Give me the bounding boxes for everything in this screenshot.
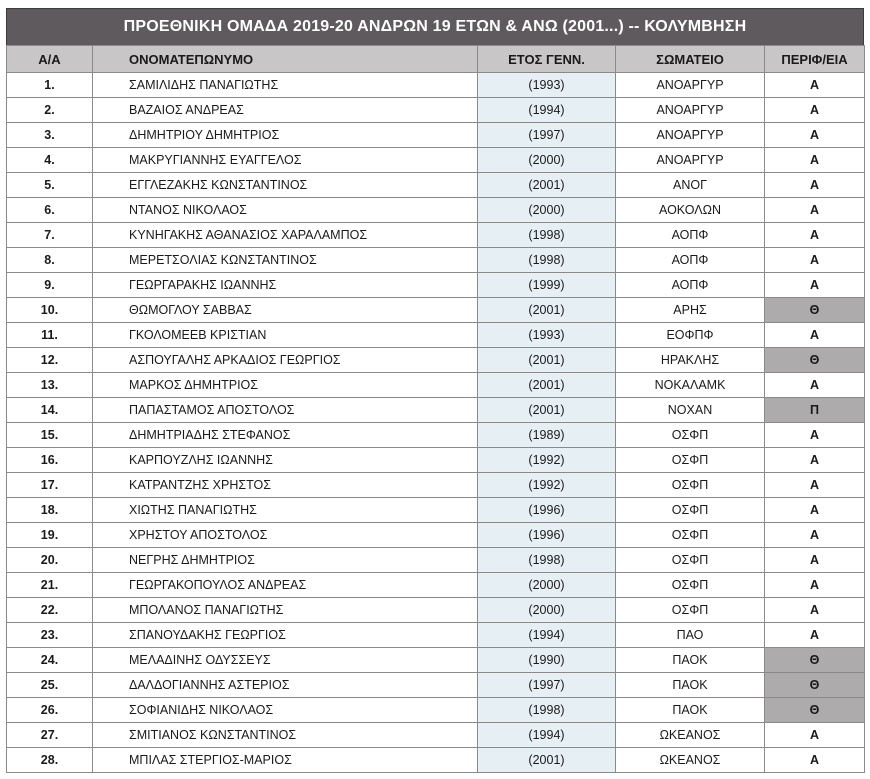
region-code: Θ	[765, 698, 865, 723]
birth-year: (2001)	[478, 373, 616, 398]
birth-year: (1998)	[478, 548, 616, 573]
table-row	[7, 473, 865, 498]
row-number: 27.	[7, 723, 93, 748]
row-number: 17.	[7, 473, 93, 498]
club-name: ΗΡΑΚΛΗΣ	[616, 348, 765, 373]
region-code: Α	[765, 98, 865, 123]
table-row	[7, 123, 865, 148]
club-name: ΟΣΦΠ	[616, 448, 765, 473]
row-number: 13.	[7, 373, 93, 398]
athlete-name: ΔΑΛΔΟΓΙΑΝΝΗΣ ΑΣΤΕΡΙΟΣ	[93, 673, 478, 698]
region-code: Α	[765, 498, 865, 523]
row-number: 12.	[7, 348, 93, 373]
table-row	[7, 373, 865, 398]
club-name: ΑΟΚΟΛΩΝ	[616, 198, 765, 223]
table-row	[7, 248, 865, 273]
roster-document	[6, 8, 864, 773]
athlete-name: ΧΙΩΤΗΣ ΠΑΝΑΓΙΩΤΗΣ	[93, 498, 478, 523]
club-name: ΟΣΦΠ	[616, 548, 765, 573]
region-code: Α	[765, 423, 865, 448]
row-number: 19.	[7, 523, 93, 548]
birth-year: (1994)	[478, 623, 616, 648]
row-number: 23.	[7, 623, 93, 648]
birth-year: (1996)	[478, 498, 616, 523]
table-row	[7, 498, 865, 523]
athlete-name: ΝΕΓΡΗΣ ΔΗΜΗΤΡΙΟΣ	[93, 548, 478, 573]
roster-table	[6, 45, 865, 773]
row-number: 8.	[7, 248, 93, 273]
birth-year: (2001)	[478, 173, 616, 198]
row-number: 6.	[7, 198, 93, 223]
club-name: ΑΝΟΑΡΓΥΡ	[616, 98, 765, 123]
region-code: Α	[765, 373, 865, 398]
region-code: Θ	[765, 673, 865, 698]
athlete-name: ΓΚΟΛΟΜΕΕΒ ΚΡΙΣΤΙΑΝ	[93, 323, 478, 348]
birth-year: (2000)	[478, 598, 616, 623]
table-row	[7, 148, 865, 173]
birth-year: (2001)	[478, 348, 616, 373]
birth-year: (2001)	[478, 748, 616, 773]
birth-year: (1993)	[478, 73, 616, 98]
athlete-name: ΚΥΝΗΓΑΚΗΣ ΑΘΑΝΑΣΙΟΣ ΧΑΡΑΛΑΜΠΟΣ	[93, 223, 478, 248]
row-number: 2.	[7, 98, 93, 123]
athlete-name: ΚΑΤΡΑΝΤΖΗΣ ΧΡΗΣΤΟΣ	[93, 473, 478, 498]
row-number: 4.	[7, 148, 93, 173]
region-code: Α	[765, 248, 865, 273]
row-number: 18.	[7, 498, 93, 523]
birth-year: (1998)	[478, 698, 616, 723]
athlete-name: ΠΑΠΑΣΤΑΜΟΣ ΑΠΟΣΤΟΛΟΣ	[93, 398, 478, 423]
row-number: 14.	[7, 398, 93, 423]
athlete-name: ΓΕΩΡΓΑΡΑΚΗΣ ΙΩΑΝΝΗΣ	[93, 273, 478, 298]
club-name: ΠΑΟΚ	[616, 673, 765, 698]
club-name: ΟΣΦΠ	[616, 573, 765, 598]
birth-year: (1994)	[478, 723, 616, 748]
region-code: Θ	[765, 648, 865, 673]
table-row	[7, 323, 865, 348]
club-name: ΑΟΠΦ	[616, 223, 765, 248]
table-row	[7, 73, 865, 98]
athlete-name: ΔΗΜΗΤΡΙΑΔΗΣ ΣΤΕΦΑΝΟΣ	[93, 423, 478, 448]
table-row	[7, 198, 865, 223]
row-number: 20.	[7, 548, 93, 573]
table-row	[7, 448, 865, 473]
region-code: Π	[765, 398, 865, 423]
table-row	[7, 98, 865, 123]
athlete-name: ΘΩΜΟΓΛΟΥ ΣΑΒΒΑΣ	[93, 298, 478, 323]
athlete-name: ΜΑΚΡΥΓΙΑΝΝΗΣ ΕΥΑΓΓΕΛΟΣ	[93, 148, 478, 173]
row-number: 25.	[7, 673, 93, 698]
birth-year: (1998)	[478, 248, 616, 273]
header-name: ΟΝΟΜΑΤΕΠΩΝΥΜΟ	[93, 46, 478, 73]
roster-body	[7, 73, 865, 773]
club-name: ΑΝΟΑΡΓΥΡ	[616, 73, 765, 98]
athlete-name: ΓΕΩΡΓΑΚΟΠΟΥΛΟΣ ΑΝΔΡΕΑΣ	[93, 573, 478, 598]
birth-year: (1999)	[478, 273, 616, 298]
birth-year: (1997)	[478, 123, 616, 148]
birth-year: (1990)	[478, 648, 616, 673]
row-number: 7.	[7, 223, 93, 248]
club-name: ΩΚΕΑΝΟΣ	[616, 723, 765, 748]
birth-year: (1992)	[478, 448, 616, 473]
club-name: ΑΟΠΦ	[616, 248, 765, 273]
region-code: Α	[765, 123, 865, 148]
table-row	[7, 398, 865, 423]
athlete-name: ΜΕΛΑΔΙΝΗΣ ΟΔΥΣΣΕΥΣ	[93, 648, 478, 673]
region-code: Θ	[765, 348, 865, 373]
athlete-name: ΝΤΑΝΟΣ ΝΙΚΟΛΑΟΣ	[93, 198, 478, 223]
region-code: Α	[765, 198, 865, 223]
row-number: 3.	[7, 123, 93, 148]
birth-year: (1998)	[478, 223, 616, 248]
athlete-name: ΜΠΟΛΑΝΟΣ ΠΑΝΑΓΙΩΤΗΣ	[93, 598, 478, 623]
club-name: ΠΑΟΚ	[616, 648, 765, 673]
birth-year: (1992)	[478, 473, 616, 498]
region-code: Θ	[765, 298, 865, 323]
row-number: 22.	[7, 598, 93, 623]
row-number: 5.	[7, 173, 93, 198]
club-name: ΕΟΦΠΦ	[616, 323, 765, 348]
row-number: 11.	[7, 323, 93, 348]
club-name: ΑΝΟΓ	[616, 173, 765, 198]
table-row	[7, 273, 865, 298]
row-number: 15.	[7, 423, 93, 448]
birth-year: (2000)	[478, 148, 616, 173]
club-name: ΠΑΟ	[616, 623, 765, 648]
region-code: Α	[765, 148, 865, 173]
table-row	[7, 223, 865, 248]
region-code: Α	[765, 223, 865, 248]
region-code: Α	[765, 623, 865, 648]
region-code: Α	[765, 173, 865, 198]
athlete-name: ΜΕΡΕΤΣΟΛΙΑΣ ΚΩΝΣΤΑΝΤΙΝΟΣ	[93, 248, 478, 273]
athlete-name: ΣΑΜΙΛΙΔΗΣ ΠΑΝΑΓΙΩΤΗΣ	[93, 73, 478, 98]
athlete-name: ΚΑΡΠΟΥΖΛΗΣ ΙΩΑΝΝΗΣ	[93, 448, 478, 473]
row-number: 26.	[7, 698, 93, 723]
row-number: 9.	[7, 273, 93, 298]
birth-year: (2000)	[478, 198, 616, 223]
birth-year: (2000)	[478, 573, 616, 598]
row-number: 16.	[7, 448, 93, 473]
table-row	[7, 623, 865, 648]
row-number: 10.	[7, 298, 93, 323]
club-name: ΝΟΚΑΛΑΜΚ	[616, 373, 765, 398]
region-code: Α	[765, 548, 865, 573]
club-name: ΑΡΗΣ	[616, 298, 765, 323]
table-row	[7, 298, 865, 323]
birth-year: (2001)	[478, 398, 616, 423]
athlete-name: ΜΠΙΛΑΣ ΣΤΕΡΓΙΟΣ-ΜΑΡΙΟΣ	[93, 748, 478, 773]
row-number: 21.	[7, 573, 93, 598]
region-code: Α	[765, 598, 865, 623]
header-year: ΕΤΟΣ ΓΕΝΝ.	[478, 46, 616, 73]
region-code: Α	[765, 723, 865, 748]
birth-year: (2001)	[478, 298, 616, 323]
region-code: Α	[765, 523, 865, 548]
table-row	[7, 573, 865, 598]
athlete-name: ΧΡΗΣΤΟΥ ΑΠΟΣΤΟΛΟΣ	[93, 523, 478, 548]
document-title: ΠΡΟΕΘΝΙΚΗ ΟΜΑΔΑ 2019-20 ΑΝΔΡΩΝ 19 ΕΤΩΝ & ΑΝΩ (2001...) -- ΚΟΛΥΜΒΗΣΗ	[6, 8, 864, 45]
region-code: Α	[765, 273, 865, 298]
club-name: ΩΚΕΑΝΟΣ	[616, 748, 765, 773]
athlete-name: ΕΓΓΛΕΖΑΚΗΣ ΚΩΝΣΤΑΝΤΙΝΟΣ	[93, 173, 478, 198]
row-number: 1.	[7, 73, 93, 98]
table-row	[7, 423, 865, 448]
birth-year: (1993)	[478, 323, 616, 348]
table-row	[7, 598, 865, 623]
region-code: Α	[765, 748, 865, 773]
club-name: ΑΟΠΦ	[616, 273, 765, 298]
birth-year: (1996)	[478, 523, 616, 548]
club-name: ΟΣΦΠ	[616, 598, 765, 623]
athlete-name: ΒΑΖΑΙΟΣ ΑΝΔΡΕΑΣ	[93, 98, 478, 123]
table-row	[7, 748, 865, 773]
athlete-name: ΣΟΦΙΑΝΙΔΗΣ ΝΙΚΟΛΑΟΣ	[93, 698, 478, 723]
region-code: Α	[765, 573, 865, 598]
athlete-name: ΣΜΙΤΙΑΝΟΣ ΚΩΝΣΤΑΝΤΙΝΟΣ	[93, 723, 478, 748]
table-row	[7, 698, 865, 723]
club-name: ΟΣΦΠ	[616, 473, 765, 498]
table-row	[7, 723, 865, 748]
athlete-name: ΔΗΜΗΤΡΙΟΥ ΔΗΜΗΤΡΙΟΣ	[93, 123, 478, 148]
region-code: Α	[765, 323, 865, 348]
header-num: Α/Α	[7, 46, 93, 73]
header-region: ΠΕΡΙΦ/ΕΙΑ	[765, 46, 865, 73]
row-number: 28.	[7, 748, 93, 773]
club-name: ΑΝΟΑΡΓΥΡ	[616, 148, 765, 173]
club-name: ΟΣΦΠ	[616, 523, 765, 548]
club-name: ΠΑΟΚ	[616, 698, 765, 723]
club-name: ΝΟΧΑΝ	[616, 398, 765, 423]
club-name: ΑΝΟΑΡΓΥΡ	[616, 123, 765, 148]
region-code: Α	[765, 473, 865, 498]
athlete-name: ΑΣΠΟΥΓΑΛΗΣ ΑΡΚΑΔΙΟΣ ΓΕΩΡΓΙΟΣ	[93, 348, 478, 373]
header-club: ΣΩΜΑΤΕΙΟ	[616, 46, 765, 73]
table-row	[7, 348, 865, 373]
table-row	[7, 673, 865, 698]
athlete-name: ΣΠΑΝΟΥΔΑΚΗΣ ΓΕΩΡΓΙΟΣ	[93, 623, 478, 648]
region-code: Α	[765, 73, 865, 98]
birth-year: (1997)	[478, 673, 616, 698]
row-number: 24.	[7, 648, 93, 673]
birth-year: (1994)	[478, 98, 616, 123]
table-header-row	[7, 46, 865, 73]
table-row	[7, 548, 865, 573]
table-row	[7, 173, 865, 198]
birth-year: (1989)	[478, 423, 616, 448]
athlete-name: ΜΑΡΚΟΣ ΔΗΜΗΤΡΙΟΣ	[93, 373, 478, 398]
club-name: ΟΣΦΠ	[616, 498, 765, 523]
club-name: ΟΣΦΠ	[616, 423, 765, 448]
region-code: Α	[765, 448, 865, 473]
table-row	[7, 648, 865, 673]
table-row	[7, 523, 865, 548]
